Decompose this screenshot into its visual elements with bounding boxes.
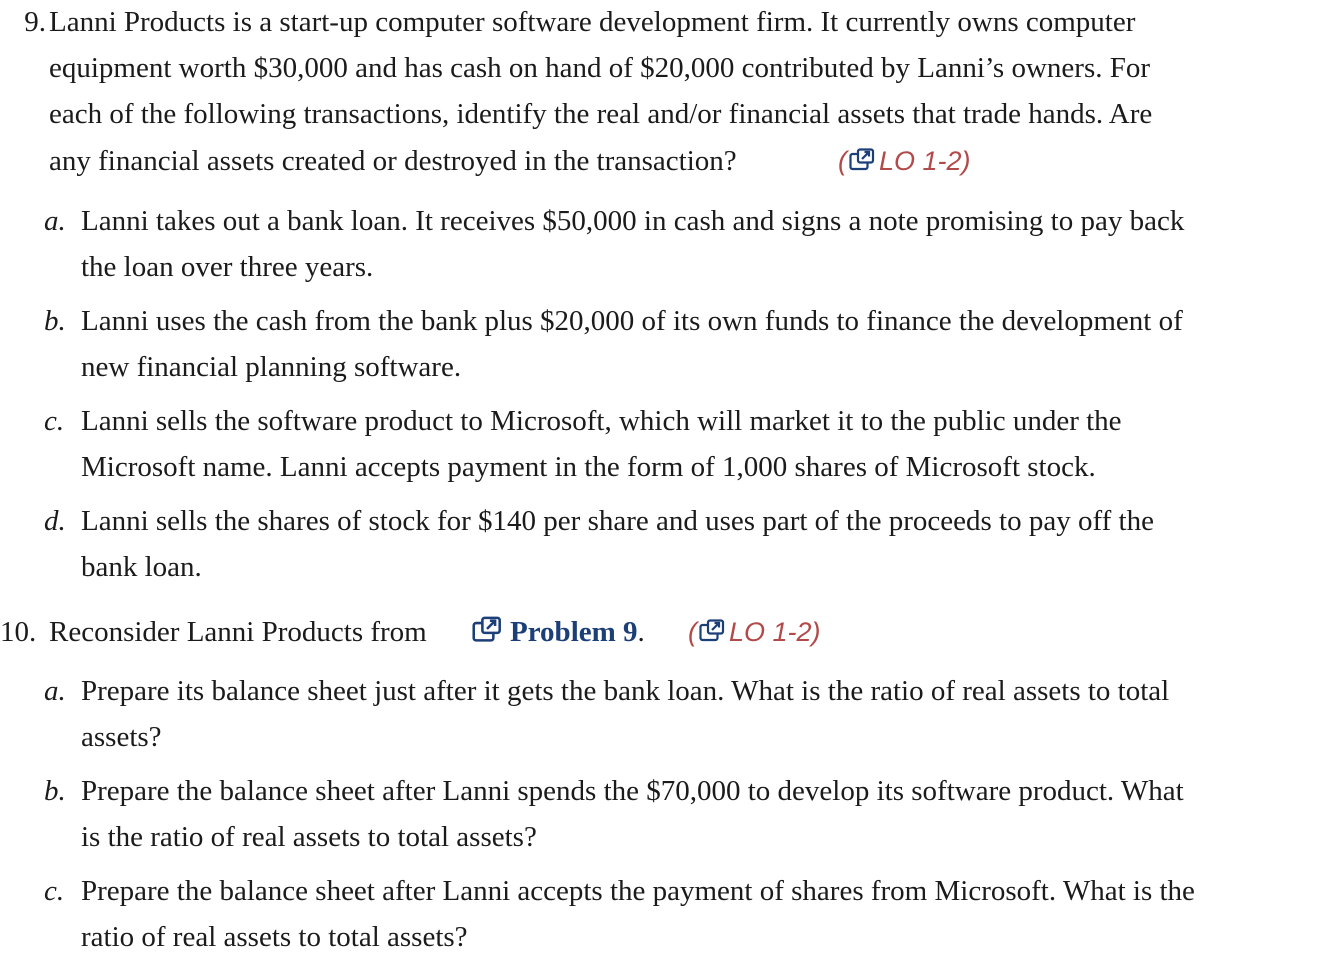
part-text-line: new financial planning software. — [81, 351, 462, 383]
problem-lead-text: Reconsider Lanni Products from — [49, 616, 427, 648]
external-link-icon — [472, 616, 502, 652]
part-text-line: Lanni takes out a bank loan. It receives $50,000 in cash and signs a note promising to pay back — [81, 205, 1185, 237]
problem-text-line: each of the following transactions, identify the real and/or financial assets that trade hands. Are — [49, 98, 1153, 130]
problem-text-line: any financial assets created or destroyed in the transaction? — [49, 145, 737, 177]
part-letter: c. — [44, 875, 65, 907]
problem-9-link-label: Problem 9 — [510, 616, 638, 648]
part-text-line: Microsoft name. Lanni accepts payment in the form of 1,000 shares of Microsoft stock. — [81, 451, 1096, 483]
part-letter: b. — [44, 775, 66, 807]
problem-9-link[interactable] — [472, 615, 645, 652]
part-text-line: the loan over three years. — [81, 251, 374, 283]
part-letter: a. — [44, 675, 66, 707]
problem-text-line: equipment worth $30,000 and has cash on hand of $20,000 contributed by Lanni’s owners. For — [49, 52, 1151, 84]
lo-link[interactable] — [838, 144, 971, 180]
part-text-line: bank loan. — [81, 551, 202, 583]
lo-label: LO 1-2) — [729, 617, 821, 647]
problem-text-line: Lanni Products is a start-up computer software development firm. It currently owns computer — [49, 6, 1136, 38]
part-letter: a. — [44, 205, 66, 237]
part-text-line: is the ratio of real assets to total assets? — [81, 821, 537, 853]
lo-link[interactable] — [688, 615, 821, 651]
part-text-line: Prepare the balance sheet after Lanni accepts the payment of shares from Microsoft. What is the — [81, 875, 1195, 907]
external-link-icon — [699, 617, 725, 651]
lo-open-paren: ( — [688, 617, 697, 647]
part-text-line: Prepare the balance sheet after Lanni spends the $70,000 to develop its software product. What — [81, 775, 1184, 807]
lo-open-paren: ( — [838, 146, 847, 176]
external-link-icon — [849, 146, 875, 180]
problem-number: 9. — [24, 6, 46, 38]
lo-label: LO 1-2) — [879, 146, 971, 176]
problem-number: 10. — [0, 616, 37, 648]
part-text-line: Prepare its balance sheet just after it gets the bank loan. What is the ratio of real assets to total — [81, 675, 1170, 707]
part-text-line: Lanni sells the software product to Microsoft, which will market it to the public under the — [81, 405, 1122, 437]
part-letter: b. — [44, 305, 66, 337]
part-text-line: assets? — [81, 721, 162, 753]
part-letter: c. — [44, 405, 65, 437]
part-text-line: Lanni sells the shares of stock for $140 per share and uses part of the proceeds to pay off the — [81, 505, 1154, 537]
link-period: . — [637, 616, 645, 648]
part-text-line: ratio of real assets to total assets? — [81, 921, 468, 953]
part-letter: d. — [44, 505, 66, 537]
part-text-line: Lanni uses the cash from the bank plus $20,000 of its own funds to finance the development of — [81, 305, 1183, 337]
